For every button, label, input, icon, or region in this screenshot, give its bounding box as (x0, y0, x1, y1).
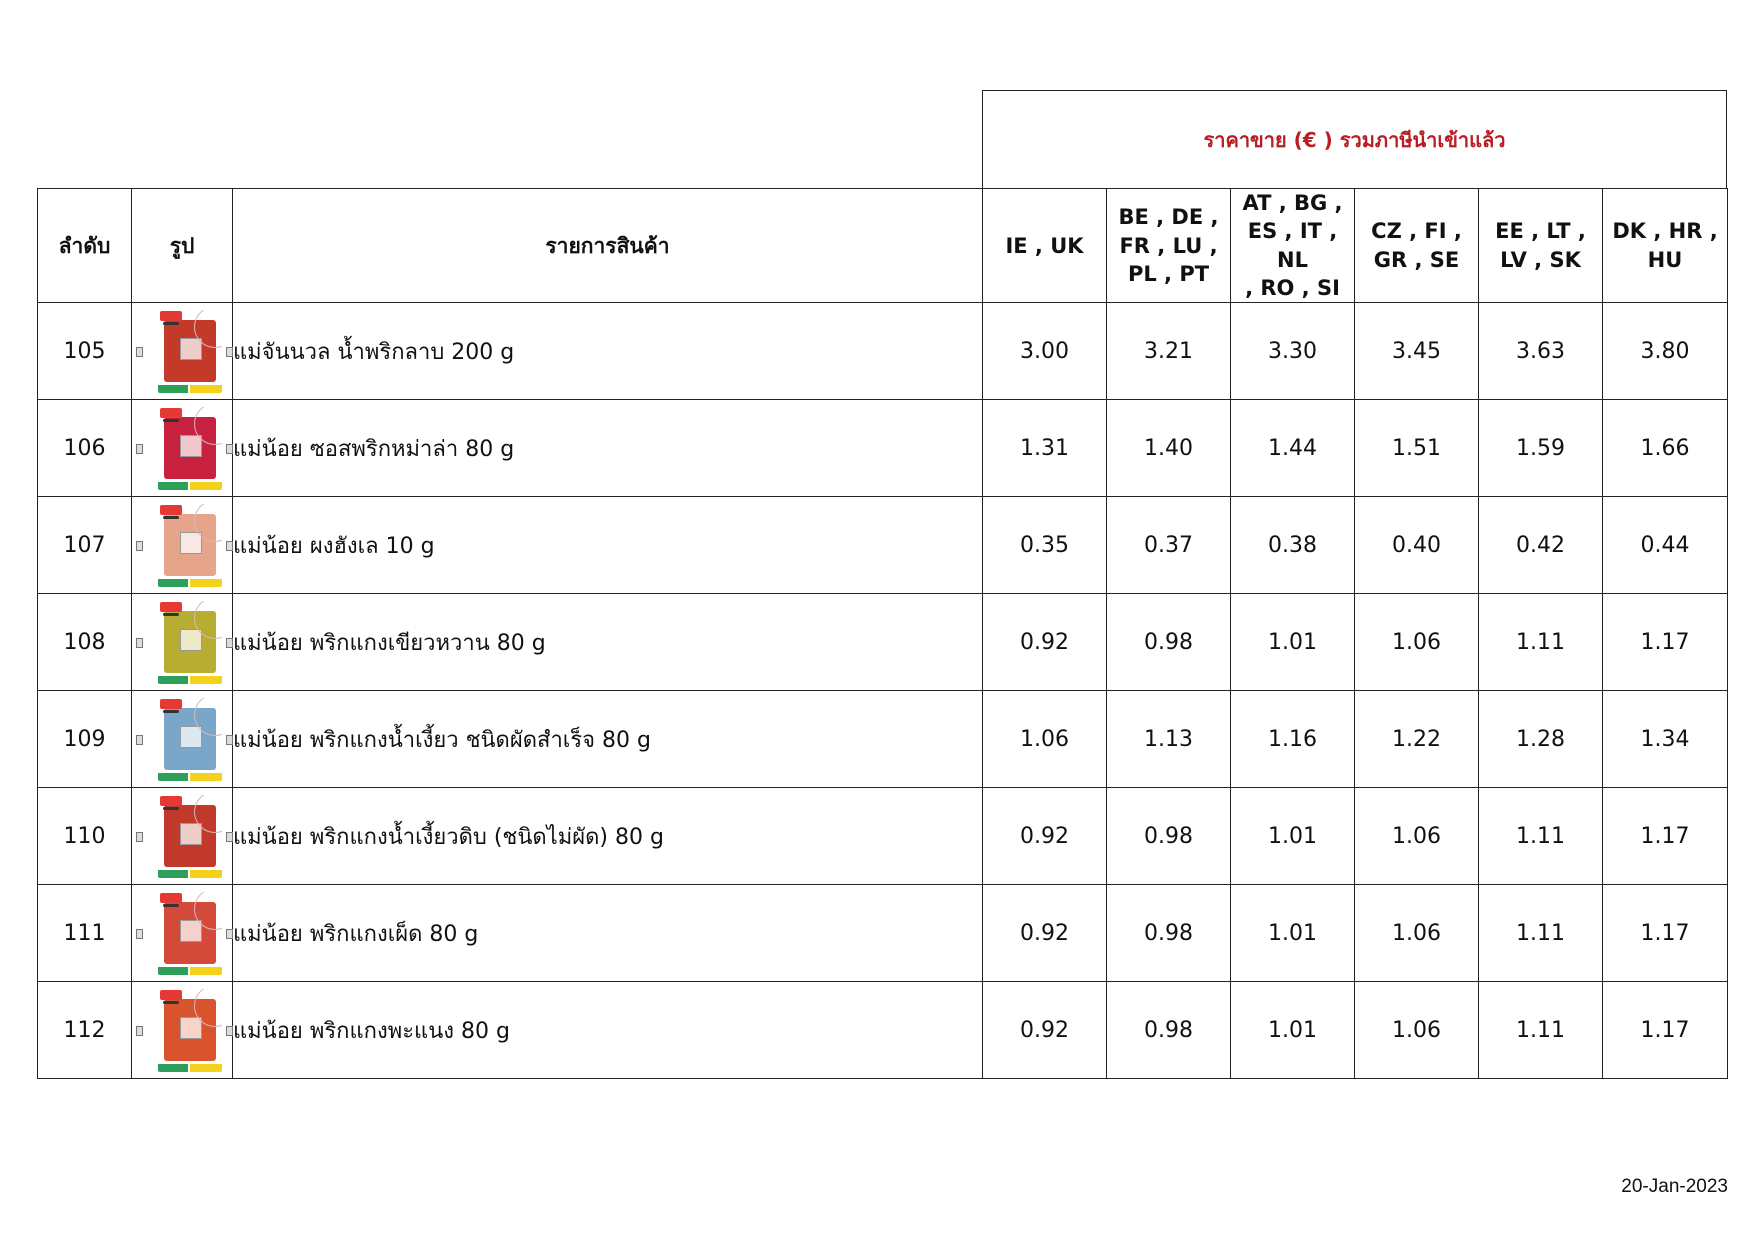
image-anchor-icon (226, 638, 233, 648)
price-cell: 3.21 (1107, 303, 1231, 400)
header-row (38, 189, 1728, 303)
row-number: 108 (38, 594, 132, 691)
row-number: 105 (38, 303, 132, 400)
price-cell: 0.98 (1107, 885, 1231, 982)
product-name: แม่น้อย พริกแกงน้ำเงี้ยว ชนิดผัดสำเร็จ 80 g (233, 691, 983, 788)
product-photo (158, 892, 222, 975)
header-region-cz-fi (1355, 189, 1479, 303)
delivery-truck-icon (160, 893, 182, 903)
region-line: LV , SK (1500, 247, 1581, 272)
price-cell: 0.98 (1107, 594, 1231, 691)
price-cell: 0.98 (1107, 788, 1231, 885)
product-photo (158, 795, 222, 878)
price-cell: 1.66 (1603, 400, 1728, 497)
product-name: แม่น้อย พริกแกงเผ็ด 80 g (233, 885, 983, 982)
price-cell: 0.92 (983, 885, 1107, 982)
product-price-table (37, 188, 1728, 1079)
delivery-truck-icon (160, 699, 182, 709)
price-cell: 1.06 (1355, 594, 1479, 691)
price-cell: 1.01 (1231, 982, 1355, 1079)
region-line: GR , SE (1373, 247, 1460, 272)
price-header (982, 90, 1727, 188)
header-region-ie-uk (983, 189, 1107, 303)
price-cell: 1.01 (1231, 788, 1355, 885)
header-item: รายการสินค้า (233, 189, 983, 303)
product-photo (158, 989, 222, 1072)
price-cell: 1.13 (1107, 691, 1231, 788)
row-number: 109 (38, 691, 132, 788)
price-cell: 1.40 (1107, 400, 1231, 497)
region-line: FR , LU , (1119, 233, 1218, 258)
delivery-truck-icon (160, 408, 182, 418)
region-line: CZ , FI , (1371, 219, 1462, 244)
product-rows (38, 303, 1728, 1079)
price-cell: 1.06 (1355, 885, 1479, 982)
product-photo (158, 504, 222, 587)
price-cell: 3.80 (1603, 303, 1728, 400)
table-row (38, 594, 1728, 691)
row-number: 110 (38, 788, 132, 885)
price-cell: 1.11 (1479, 594, 1603, 691)
row-number: 106 (38, 400, 132, 497)
price-cell: 1.17 (1603, 594, 1728, 691)
table-row (38, 400, 1728, 497)
image-anchor-icon (226, 832, 233, 842)
table-row (38, 885, 1728, 982)
price-cell: 1.01 (1231, 885, 1355, 982)
price-cell: 1.16 (1231, 691, 1355, 788)
image-anchor-icon (226, 735, 233, 745)
price-cell: 0.35 (983, 497, 1107, 594)
header-image: รูป (132, 189, 233, 303)
product-photo (158, 601, 222, 684)
price-cell: 0.44 (1603, 497, 1728, 594)
product-photo (158, 407, 222, 490)
region-line: EE , LT , (1495, 219, 1586, 244)
image-anchor-icon (226, 1026, 233, 1036)
price-cell: 1.28 (1479, 691, 1603, 788)
price-cell: 1.17 (1603, 788, 1728, 885)
table-row (38, 788, 1728, 885)
product-name: แม่จันนวล น้ำพริกลาบ 200 g (233, 303, 983, 400)
price-cell: 1.11 (1479, 885, 1603, 982)
table-row (38, 497, 1728, 594)
delivery-truck-icon (160, 311, 182, 321)
region-line: IE , UK (1005, 233, 1084, 258)
price-cell: 1.11 (1479, 982, 1603, 1079)
region-line: PL , PT (1127, 261, 1210, 286)
image-anchor-icon (136, 1026, 143, 1036)
image-anchor-icon (136, 929, 143, 939)
row-number: 112 (38, 982, 132, 1079)
price-cell: 0.40 (1355, 497, 1479, 594)
price-cell: 0.42 (1479, 497, 1603, 594)
price-cell: 1.31 (983, 400, 1107, 497)
price-cell: 1.17 (1603, 885, 1728, 982)
product-image-cell (132, 497, 233, 594)
price-cell: 1.11 (1479, 788, 1603, 885)
price-cell: 1.06 (983, 691, 1107, 788)
price-cell: 0.92 (983, 982, 1107, 1079)
region-line: AT , BG , (1242, 191, 1343, 215)
region-line: , RO , SI (1245, 276, 1340, 301)
price-cell: 0.92 (983, 788, 1107, 885)
delivery-truck-icon (160, 505, 182, 515)
image-anchor-icon (226, 347, 233, 357)
product-photo (158, 698, 222, 781)
price-cell: 1.34 (1603, 691, 1728, 788)
price-cell: 0.37 (1107, 497, 1231, 594)
product-image-cell (132, 594, 233, 691)
price-cell: 3.30 (1231, 303, 1355, 400)
product-image-cell (132, 788, 233, 885)
price-cell: 1.51 (1355, 400, 1479, 497)
image-anchor-icon (136, 638, 143, 648)
delivery-truck-icon (160, 990, 182, 1000)
product-image-cell (132, 303, 233, 400)
price-cell: 3.00 (983, 303, 1107, 400)
region-line: ES , IT , NL (1247, 219, 1338, 272)
price-cell: 1.06 (1355, 982, 1479, 1079)
header-region-dk-hr (1603, 189, 1728, 303)
header-region-at-bg (1231, 189, 1355, 303)
delivery-truck-icon (160, 796, 182, 806)
price-cell: 1.17 (1603, 982, 1728, 1079)
price-header-text: ราคาขาย (€ ) รวมภาษีนำเข้าแล้ว (1203, 127, 1506, 152)
price-cell: 1.22 (1355, 691, 1479, 788)
image-anchor-icon (226, 444, 233, 454)
image-anchor-icon (136, 541, 143, 551)
product-image-cell (132, 885, 233, 982)
product-name: แม่น้อย ผงฮังเล 10 g (233, 497, 983, 594)
region-line: HU (1647, 247, 1683, 272)
price-cell: 0.92 (983, 594, 1107, 691)
table-row (38, 982, 1728, 1079)
price-cell: 1.01 (1231, 594, 1355, 691)
footer-date: 20-Jan-2023 (1621, 1176, 1728, 1197)
product-name: แม่น้อย พริกแกงพะแนง 80 g (233, 982, 983, 1079)
region-line: DK , HR , (1612, 219, 1718, 244)
header-region-ee-lt (1479, 189, 1603, 303)
price-cell: 1.06 (1355, 788, 1479, 885)
price-cell: 3.63 (1479, 303, 1603, 400)
price-cell: 1.44 (1231, 400, 1355, 497)
delivery-truck-icon (160, 602, 182, 612)
table-row (38, 691, 1728, 788)
product-name: แม่น้อย พริกแกงน้ำเงี้ยวดิบ (ชนิดไม่ผัด) 80 g (233, 788, 983, 885)
table-row (38, 303, 1728, 400)
product-name: แม่น้อย พริกแกงเขียวหวาน 80 g (233, 594, 983, 691)
image-anchor-icon (226, 929, 233, 939)
image-anchor-icon (136, 735, 143, 745)
region-line: BE , DE , (1118, 205, 1219, 230)
product-image-cell (132, 982, 233, 1079)
row-number: 111 (38, 885, 132, 982)
price-cell: 1.59 (1479, 400, 1603, 497)
product-name: แม่น้อย ซอสพริกหม่าล่า 80 g (233, 400, 983, 497)
row-number: 107 (38, 497, 132, 594)
price-cell: 0.98 (1107, 982, 1231, 1079)
image-anchor-icon (226, 541, 233, 551)
image-anchor-icon (136, 832, 143, 842)
product-image-cell (132, 400, 233, 497)
image-anchor-icon (136, 444, 143, 454)
price-cell: 0.38 (1231, 497, 1355, 594)
product-photo (158, 310, 222, 393)
image-anchor-icon (136, 347, 143, 357)
price-cell: 3.45 (1355, 303, 1479, 400)
header-region-be-de (1107, 189, 1231, 303)
product-image-cell (132, 691, 233, 788)
header-seq: ลำดับ (38, 189, 132, 303)
